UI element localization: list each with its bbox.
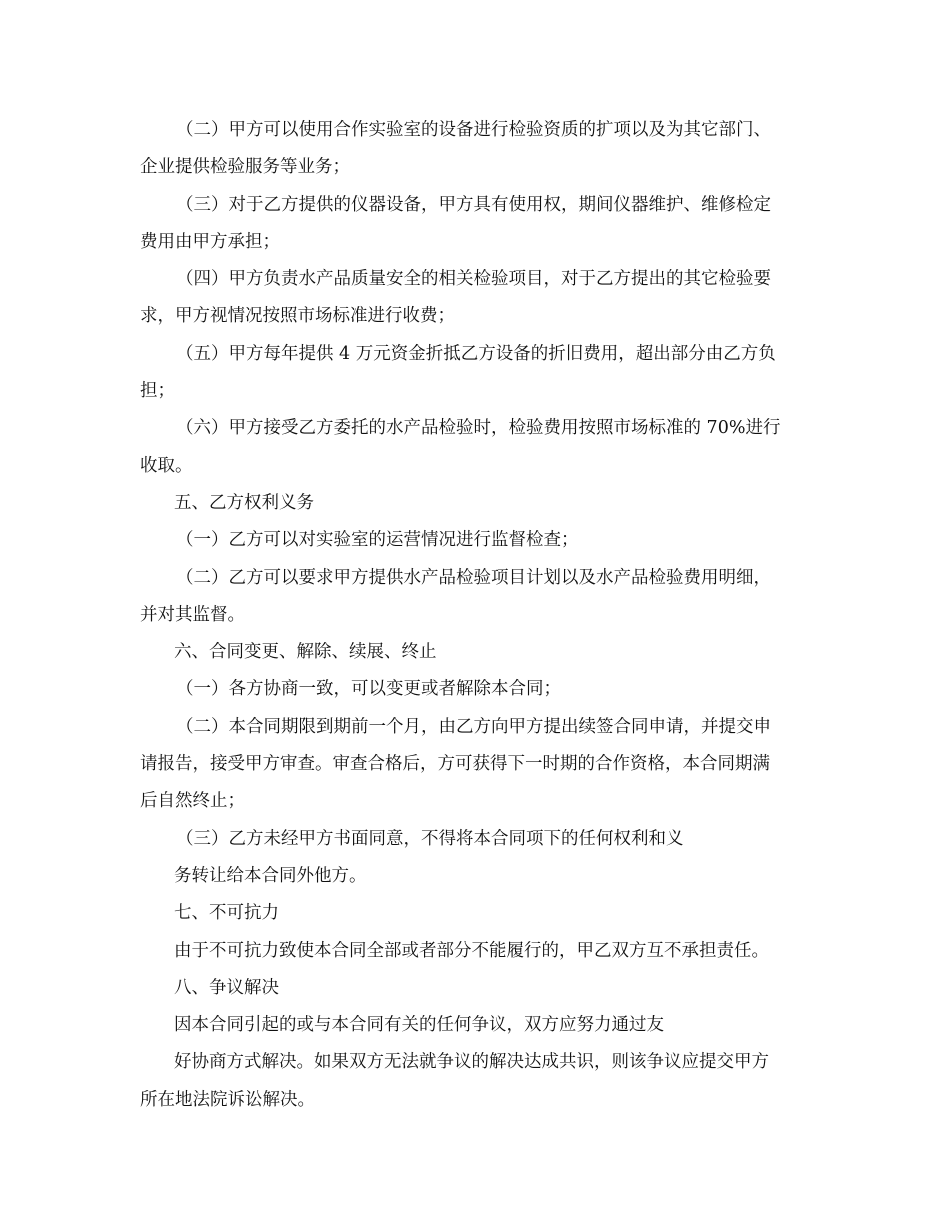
clause-4-6-line-2: 收取。 <box>140 455 193 476</box>
clause-6-3-line-2: 务转让给本合同外他方。 <box>174 865 367 886</box>
clause-6-2-line-2: 请报告，接受甲方审查。审查合格后，方可获得下一时期的合作资格，本合同期满 <box>140 754 770 775</box>
clause-6-2-line-1: （二）本合同期限到期前一个月，由乙方向甲方提出续签合同申请，并提交申 <box>176 716 771 737</box>
clause-4-2-line-2: 企业提供检验服务等业务； <box>140 157 350 178</box>
clause-4-4-line-2: 求，甲方视情况按照市场标准进行收费； <box>140 306 455 327</box>
clause-4-5-line-2: 担； <box>140 381 175 402</box>
section-5-heading: 五、乙方权利义务 <box>174 492 314 513</box>
section-6-heading: 六、合同变更、解除、续展、终止 <box>174 642 437 663</box>
clause-4-3-line-2: 费用由甲方承担； <box>140 231 280 252</box>
clause-5-2-line-1: （二）乙方可以要求甲方提供水产品检验项目计划以及水产品检验费用明细， <box>176 567 771 588</box>
clause-6-2-line-3: 后自然终止； <box>140 791 245 812</box>
document-page <box>140 112 812 1119</box>
clause-6-3-line-1: （三）乙方未经甲方书面同意，不得将本合同项下的任何权利和义 <box>176 828 684 849</box>
clause-4-2-line-1: （二）甲方可以使用合作实验室的设备进行检验资质的扩项以及为其它部门、 <box>176 120 771 140</box>
section-8-body-line-3: 所在地法院诉讼解决。 <box>140 1089 315 1110</box>
clause-4-3-line-1: （三）对于乙方提供的仪器设备，甲方具有使用权，期间仪器维护、维修检定 <box>176 194 771 215</box>
section-8-body-line-1: 因本合同引起的或与本合同有关的任何争议，双方应努力通过友 <box>174 1015 664 1036</box>
section-7-body: 由于不可抗力致使本合同全部或者部分不能履行的，甲乙双方互不承担责任。 <box>174 940 769 961</box>
clause-4-6-line-1: （六）甲方接受乙方委托的水产品检验时，检验费用按照市场标准的 70%进行 <box>176 418 781 439</box>
section-8-heading: 八、争议解决 <box>174 977 279 998</box>
clause-5-1: （一）乙方可以对实验室的运营情况进行监督检查； <box>176 530 579 551</box>
clause-6-1: （一）各方协商一致，可以变更或者解除本合同； <box>176 679 561 700</box>
clause-5-2-line-2: 并对其监督。 <box>140 604 245 625</box>
section-8-body-line-2: 好协商方式解决。如果双方无法就争议的解决达成共识，则该争议应提交甲方 <box>174 1052 769 1073</box>
clause-4-4-line-1: （四）甲方负责水产品质量安全的相关检验项目，对于乙方提出的其它检验要 <box>176 269 771 290</box>
section-7-heading: 七、不可抗力 <box>174 903 279 924</box>
clause-4-5-line-1: （五）甲方每年提供 4 万元资金折抵乙方设备的折旧费用，超出部分由乙方负 <box>176 343 776 364</box>
